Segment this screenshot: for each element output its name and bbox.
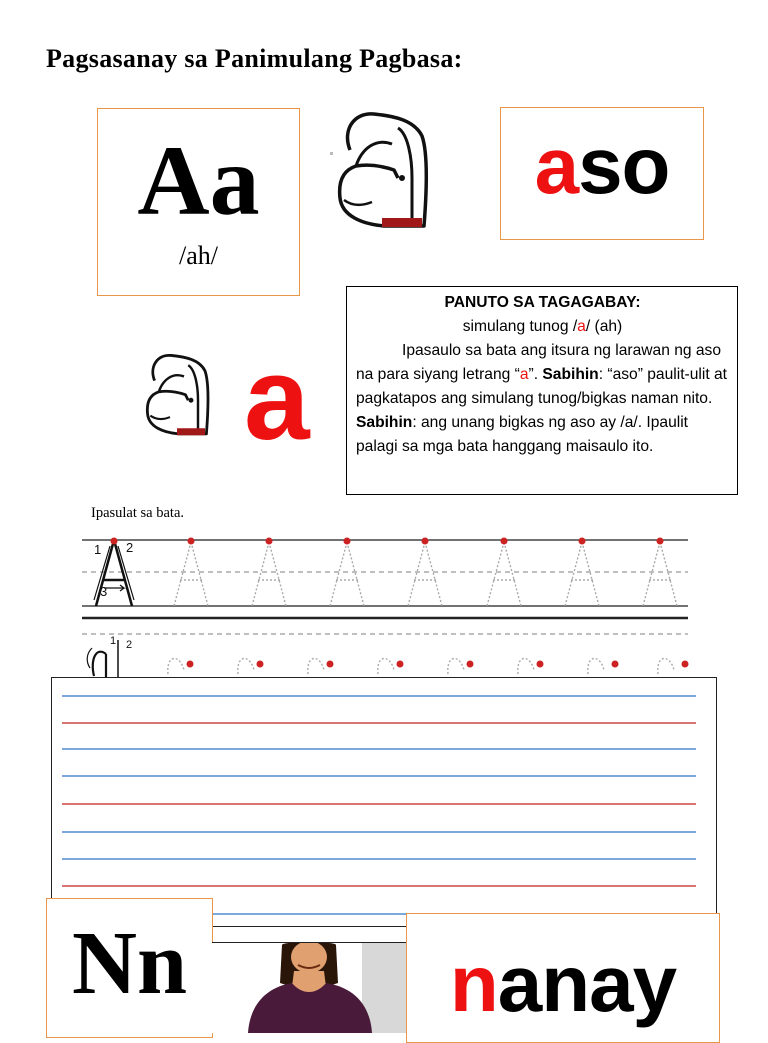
tracing-worksheet [80, 530, 692, 680]
p1-b: ”. [528, 366, 543, 383]
instructions-body [356, 339, 729, 459]
p2-sabihin: Sabihin [356, 414, 413, 431]
instructions-heading: PANUTO SA TAGAGABAY: [444, 294, 641, 311]
mother-portrait-frame [212, 942, 406, 1033]
word-card-first-letter: a [534, 121, 579, 210]
word-card-rest: so [578, 121, 670, 210]
mother-portrait-image [212, 943, 406, 1033]
next-letter-card-letters: Nn [71, 914, 188, 1013]
writing-practice-box[interactable] [51, 677, 717, 927]
letter-card [97, 108, 300, 296]
instructions-subheading [356, 315, 729, 339]
stroke-number-1: 1 [94, 542, 102, 557]
letter-card-letters: Aa [137, 125, 260, 236]
p2-c: : ang unang bigkas ng aso ay /a/. Ipaulit palagi sa mga bata hanggang maisaulo ito. [356, 414, 689, 455]
writing-lines [52, 678, 718, 928]
letter-card-pronunciation: /ah/ [179, 241, 218, 270]
next-word-card-text [407, 939, 719, 1028]
writing-instruction: Ipasulat sa bata. [91, 505, 185, 521]
big-red-letter: a [244, 333, 310, 465]
sub-pre: simulang tunog / [462, 318, 578, 335]
stroke-number-3: 3 [100, 584, 108, 599]
instructions-box [346, 286, 738, 495]
next-word-first-letter: n [449, 939, 498, 1028]
svg-text:1: 1 [110, 635, 117, 647]
dog-head-icon [332, 108, 432, 233]
p1-c: : “aso” paulit-ulit at pagkatapos ang simulang tunog/bigkas naman nito. [356, 366, 727, 407]
speck [330, 152, 333, 155]
word-card [500, 107, 704, 240]
next-word-rest: anay [497, 939, 677, 1028]
page-title: Pagsasanay sa Panimulang Pagbasa: [46, 44, 463, 73]
p1-letter: a [519, 366, 529, 383]
word-card-text [501, 121, 703, 210]
sub-post: / (ah) [585, 318, 623, 335]
svg-text:2: 2 [126, 639, 133, 651]
model-letter-a [87, 648, 106, 680]
next-letter-card [46, 898, 213, 1038]
p1-a: Ipasaulo sa bata ang itsura ng larawan ng aso na para siyang letrang “ [356, 342, 722, 383]
dog-head-small-icon [142, 350, 212, 440]
stroke-number-2: 2 [126, 540, 134, 555]
p1-sabihin: Sabihin [542, 366, 599, 383]
sub-letter: a [577, 318, 586, 335]
